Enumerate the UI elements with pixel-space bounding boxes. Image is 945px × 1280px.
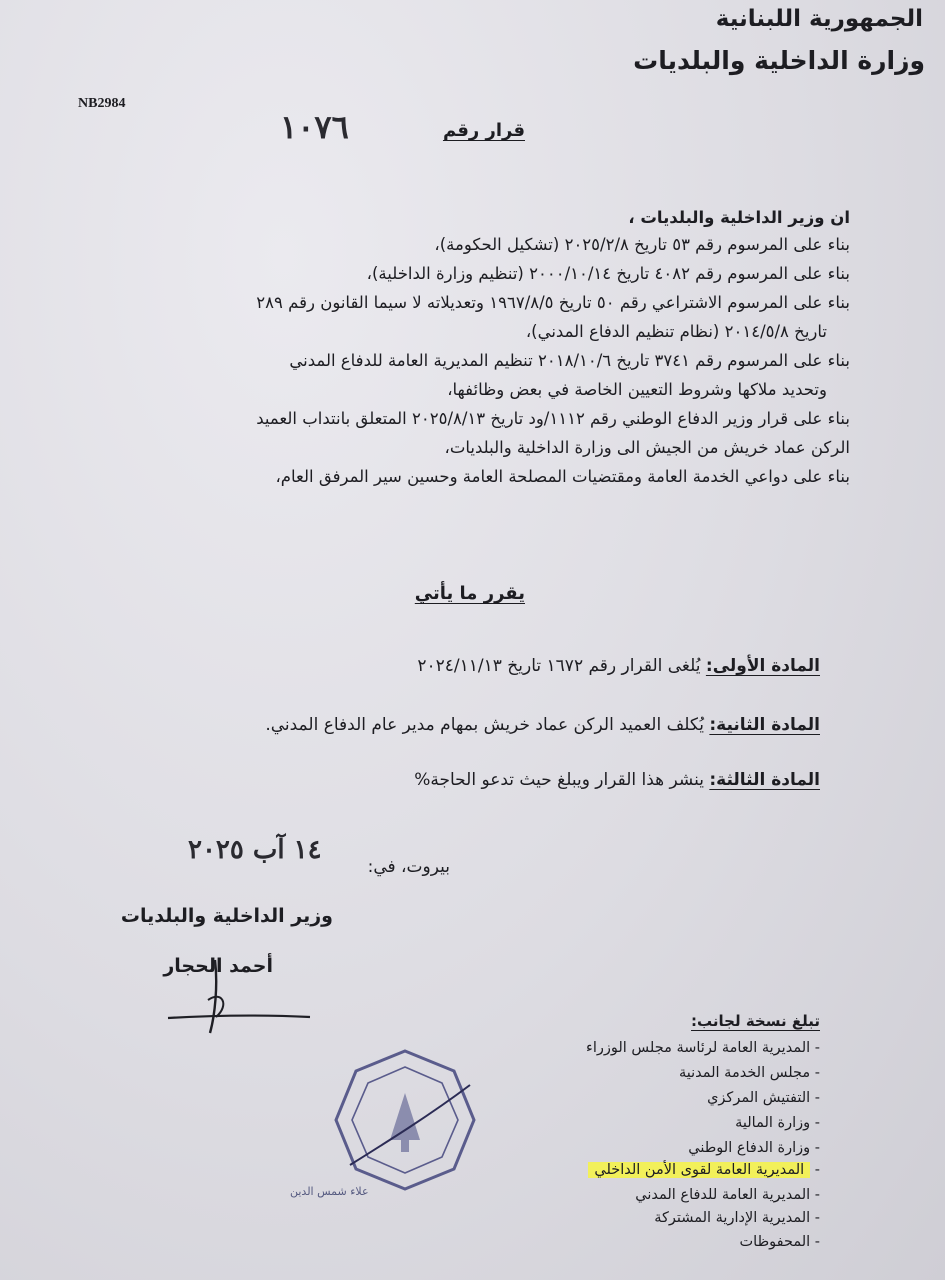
preamble-line: بناء على دواعي الخدمة العامة ومقتضيات المصلحة العامة وحسين سير المرفق العام، xyxy=(275,467,850,486)
place-date-label: بيروت، في: xyxy=(367,857,450,877)
article-label: المادة الثالثة: xyxy=(709,770,820,790)
article-text: يُلغى القرار رقم ١٦٧٢ تاريخ ٢٠٢٤/١١/١٣ xyxy=(417,656,701,676)
distribution-item: - وزارة الدفاع الوطني xyxy=(688,1140,820,1156)
article-text: يُكلف العميد الركن عماد خريش بمهام مدير عام الدفاع المدني. xyxy=(265,715,704,735)
preamble-line: تاريخ ٢٠١٤/٥/٨ (نظام تنظيم الدفاع المدني)، xyxy=(525,322,827,341)
reference-code: NB2984 xyxy=(78,96,126,111)
header-ministry: وزارة الداخلية والبلديات xyxy=(633,46,925,75)
preamble-line: بناء على قرار وزير الدفاع الوطني رقم ١١١٢/ود تاريخ ٢٠٢٥/٨/١٣ المتعلق بانتداب العميد xyxy=(256,409,850,428)
distribution-item: - وزارة المالية xyxy=(735,1115,820,1131)
article-label: المادة الثانية: xyxy=(709,715,820,735)
distribution-item: - المحفوظات xyxy=(739,1234,820,1250)
distribution-item: - مجلس الخدمة المدنية xyxy=(678,1065,820,1081)
article-label: المادة الأولى: xyxy=(705,656,820,676)
article-text: ينشر هذا القرار ويبلغ حيث تدعو الحاجة% xyxy=(414,770,704,790)
decision-number: ١٠٧٦ xyxy=(280,108,349,146)
distribution-item: - المديرية الإدارية المشتركة xyxy=(654,1210,820,1226)
distribution-item: - التفتيش المركزي xyxy=(707,1090,820,1106)
handwritten-signature xyxy=(160,945,320,1045)
preamble-opening: ان وزير الداخلية والبلديات ، xyxy=(628,208,850,227)
preamble-line: بناء على المرسوم رقم ٤٠٨٢ تاريخ ٢٠٠٠/١٠/١٤ (تنظيم وزارة الداخلية)، xyxy=(366,264,850,283)
distribution-item-highlighted: - المديرية العامة لقوى الأمن الداخلي xyxy=(588,1162,820,1178)
stamp-signer-note: علاء شمس الدين xyxy=(290,1185,369,1198)
preamble-line: بناء على المرسوم رقم ٣٧٤١ تاريخ ٢٠١٨/١٠/٦ تنظيم المديرية العامة للدفاع المدني xyxy=(289,351,850,370)
distribution-item: - المديرية العامة لرئاسة مجلس الوزراء xyxy=(586,1040,820,1056)
preamble-line: بناء على المرسوم رقم ٥٣ تاريخ ٢٠٢٥/٢/٨ (تشكيل الحكومة)، xyxy=(434,235,850,254)
article-3 xyxy=(414,770,820,790)
decides-heading: يقرر ما يأتي xyxy=(414,583,525,604)
handwritten-date: ١٤ آب ٢٠٢٥ xyxy=(188,835,322,865)
decision-label: قرار رقم xyxy=(442,120,525,141)
article-1 xyxy=(417,656,820,676)
official-stamp xyxy=(330,1045,480,1195)
article-2 xyxy=(265,715,820,735)
header-republic: الجمهورية اللبنانية xyxy=(715,6,923,32)
preamble-line: بناء على المرسوم الاشتراعي رقم ٥٠ تاريخ ١٩٦٧/٨/٥ وتعديلاته لا سيما القانون رقم ٢٨٩ xyxy=(256,293,850,312)
preamble-line: وتحديد ملاكها وشروط التعيين الخاصة في بعض وظائفها، xyxy=(447,380,827,399)
distribution-item: - المديرية العامة للدفاع المدني xyxy=(635,1187,820,1203)
signatory-name: أحمد الحجار xyxy=(163,955,273,977)
signatory-title: وزير الداخلية والبلديات xyxy=(120,905,333,927)
preamble-line: الركن عماد خريش من الجيش الى وزارة الداخلية والبلديات، xyxy=(444,438,850,457)
distribution-title: تبلغ نسخة لجانب: xyxy=(691,1012,820,1030)
